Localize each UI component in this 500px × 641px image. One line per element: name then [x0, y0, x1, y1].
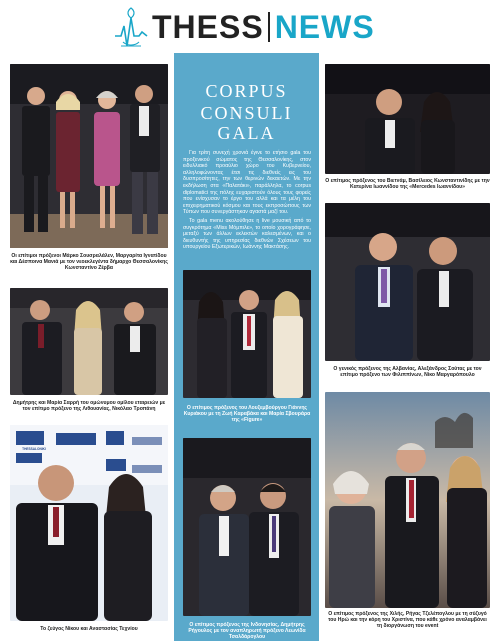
- caption-center-2: Ο επίτιμος πρόξενος της Ινδονησίας, Δημήτρης Ρήγουλος με τον αναπληρωτή πρόξενο Λεωνίδα Τσαλδάρογλου: [188, 622, 306, 641]
- logo-thess: THESS: [152, 9, 264, 45]
- photo-luxembourg-consul: [183, 270, 311, 398]
- photo-sarri-couple: [10, 288, 168, 395]
- caption-center-1: Ο επίτιμος πρόξενος του Λουξεμβούργου Γιάννης Κυριάκου με τη Ζωή Καραβάκα και Μαρία Σβουράρα της «Figure»: [183, 405, 311, 424]
- logo-separator: [268, 12, 270, 42]
- backdrop-line1: THESSALONIKI: [22, 447, 46, 451]
- article-body: [183, 150, 311, 253]
- backdrop-text-1: [14, 447, 54, 451]
- logo-news: NEWS: [274, 9, 375, 45]
- caption-left-3: Το ζεύγος Νίκου και Αναστασίας Τεχνίου: [40, 626, 138, 632]
- photo-techniou-couple: [10, 425, 168, 621]
- logo-icon: [113, 6, 149, 50]
- caption-left-2: Δημήτρης και Μαρία Σαρρή του ομώνυμου ομίλου εταιρειών με τον επίτιμο πρόξενο της Λιθουανίας, Νικόλαο Τροπάνη: [12, 400, 166, 413]
- article-title-line2: CONSULI GALA: [200, 103, 293, 143]
- article-paragraph-1: Για τρίτη συνεχή χρονιά έγινε το ετήσιο gala του προξενικού σώματος της Θεσσαλονίκης, στον ειδυλλιακό προαύλιο χώρο του Κυβερνείου, αλληλοφώνοντας έτσι τις διεθνείς εις του δυσπροσίτητες, την των θερινών δεκαετών. Με την εκδήλωση στα «Παλατάκι», παράλληλα, το corpus diplomatici της πόλης ευχαριστούν όλους τους φορείς που ενίσχυσαν το έργο του αλλά και τα μέλη του επιχειρηματικού κόσμου και τους εκπροσώπους των Τύπων που συνεργάστηκαν αγαστά μαζί του.: [183, 150, 311, 216]
- caption-right-1: Ο επίτιμος πρόξενος του Βιετνάμ, Βασίλειος Κωνσταντινίδης με την Κατερίνα Ιωαννίδου της «Mercedes Ιωαννίδου»: [325, 178, 490, 191]
- photo-vietnam-consul: [325, 64, 490, 174]
- caption-left-1: Οι επίτιμοι πρόξενοι Μάρκο Σουσραλάλεν, Μαργαρίτα Ιγνατίδου και Δέσποινα Μανιά με τον νεοεκλεγέντα δήμαρχο Θεσσαλονίκης Κωνσταντίνο Ζέρβα: [10, 253, 168, 272]
- caption-right-3: Ο επίτιμος πρόξενος της Χιλής, Ρήγας Τζελέπογλου με τη σύζυγό του Ηρώ και την κόρη του Χριστίνα, που κάθε χρόνο αναλαμβάνει τη διοργάνωση του event: [328, 611, 487, 630]
- article-panel: [174, 53, 319, 641]
- caption-right-2: Ο γενικός πρόξενος της Αλβανίας, Αλεξάνδρος Σούτας με τον επίτιμο πρόξενο των Φιλιππίνων, Νίκο Μαργαρόπουλο: [333, 366, 482, 379]
- photo-albania-consul: [325, 203, 490, 361]
- article-title-line1: CORPUS: [205, 81, 288, 101]
- photo-group-mayor: [10, 64, 168, 248]
- brand-logo: [152, 10, 375, 44]
- photo-indonesia-consul: [183, 438, 311, 616]
- photo-chile-consul-family: [325, 392, 490, 608]
- article-paragraph-2: Το gala menu ακολούθησε η live μουσική από το συγκρότημα «Miss Μόμπιλε», το οποίο χορογράφησε, μεταξύ των άλλων εκλεκτών καλεσμένων, και ο διευθυντής της υπηρεσίας διεθνών Σχέσεων του υπουργείου Εξωτερικών, Ιωάννης Μακτάσης.: [183, 217, 311, 251]
